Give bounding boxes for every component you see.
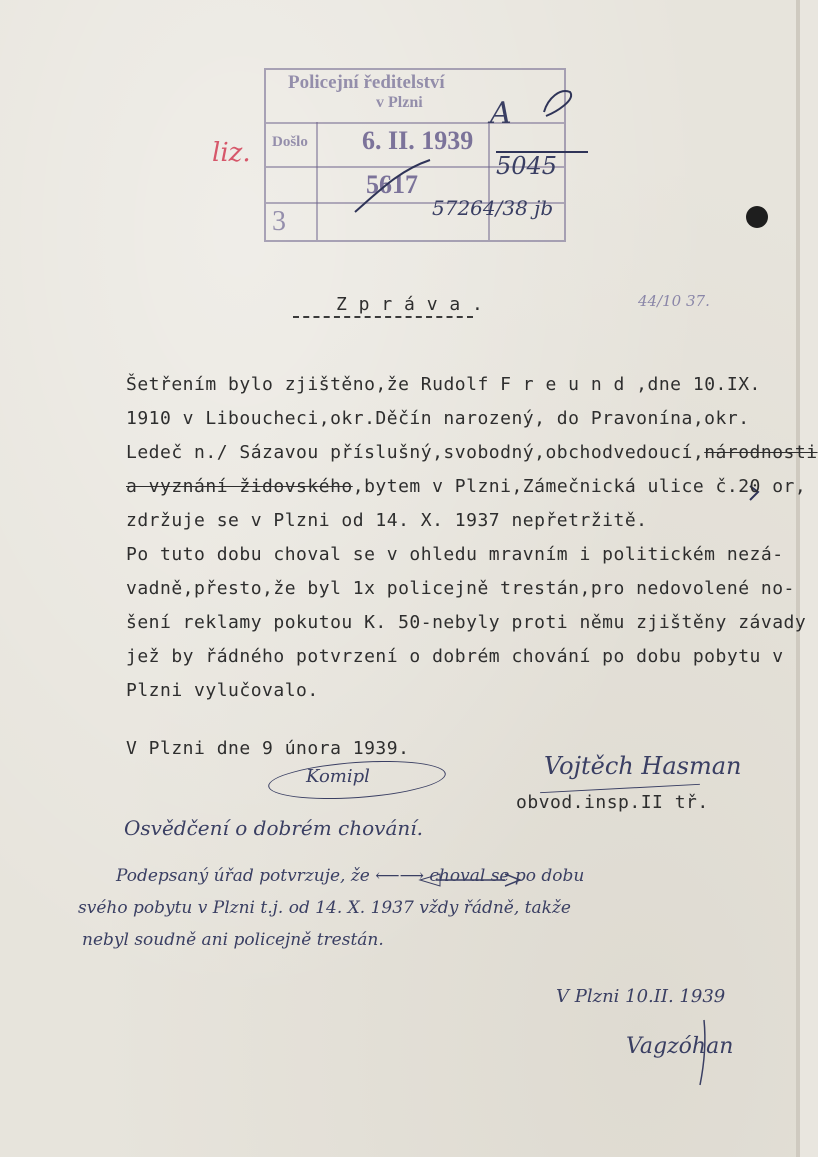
body-line-3 xyxy=(126,442,818,463)
stamp-handwritten-ref3: 57264/38 jb xyxy=(432,196,554,220)
stamp-loop-stroke xyxy=(544,91,571,116)
body-line-4a-struck: a vyznání židovského xyxy=(126,476,353,497)
officer-signature: Vojtěch Hasman xyxy=(544,752,742,780)
body-line-1 xyxy=(126,374,761,395)
title-underline xyxy=(293,316,473,318)
body-line-3a: Ledeč n./ Sázavou příslušný,svobodný,obchodvedoucí, xyxy=(126,442,705,463)
body-line-4 xyxy=(126,476,806,497)
signature-title: obvod.insp.II tř. xyxy=(516,792,709,813)
body-line-3b-struck: národnosti xyxy=(704,442,818,463)
stamp-date: 6. II. 1939 xyxy=(362,126,474,155)
body-line-2: 1910 v Liboucheci,okr.Děčín narozený, do Pravonína,okr. xyxy=(126,408,750,429)
body-line-6: Po tuto dobu choval se v ohledu mravním i politickém nezá- xyxy=(126,544,784,565)
body-line-5: zdržuje se v Plzni od 14. X. 1937 nepřetržitě. xyxy=(126,510,648,531)
stamp-corner-number: 3 xyxy=(272,206,286,237)
body-line-8: šení reklamy pokutou K. 50-nebyly proti němu zjištěny závady xyxy=(126,612,807,633)
document-title: Z p r á v a . xyxy=(336,294,484,315)
handwritten-place-date: V Plzni 10.II. 1939 xyxy=(556,986,726,1007)
handwritten-line-2: svého pobytu v Plzni t.j. od 14. X. 1937 vždy řádně, takže xyxy=(78,898,571,918)
stamp-received-label: Došlo xyxy=(272,134,308,150)
body-line-7: vadně,přesto,že byl 1x policejně trestán,pro nedovolené no- xyxy=(126,578,795,599)
handwritten-signature: Vagzóhan xyxy=(626,1034,734,1059)
stamp-office-line1: Policejní ředitelství xyxy=(288,72,445,93)
handwritten-line-1: Podepsaný úřad potvrzuje, že ⟵⟶ choval se po dobu xyxy=(116,866,585,886)
stamp-number: 5617 xyxy=(366,170,418,199)
body-line-10: Plzni vylučovalo. xyxy=(126,680,319,701)
oval-note: Komipl xyxy=(306,766,370,787)
body-line-1b: Rudolf F r e u n d ,dne 10.IX. xyxy=(420,374,761,395)
stamp-handwritten-ref2: 5045 xyxy=(496,152,558,180)
top-right-note: 44/10 37. xyxy=(638,292,710,310)
stamp-office-line2: v Plzni xyxy=(376,94,423,111)
red-margin-mark: liz. xyxy=(212,138,251,168)
body-line-9: jež by řádného potvrzení o dobrém chování po dobu pobytu v xyxy=(126,646,784,667)
body-line-4b: ,bytem v Plzni,Zámečnická ulice č.20 or, xyxy=(352,476,807,497)
handwritten-heading: Osvědčení o dobrém chování. xyxy=(124,816,424,840)
handwritten-line-3: nebyl soudně ani policejně trestán. xyxy=(82,930,384,950)
place-date: V Plzni dne 9 února 1939. xyxy=(126,738,410,759)
stamp-handwritten-ref1: A xyxy=(490,96,512,131)
body-line-1a: Šetřením bylo zjištěno,že xyxy=(126,374,421,395)
stamp-check-stroke xyxy=(355,160,430,212)
